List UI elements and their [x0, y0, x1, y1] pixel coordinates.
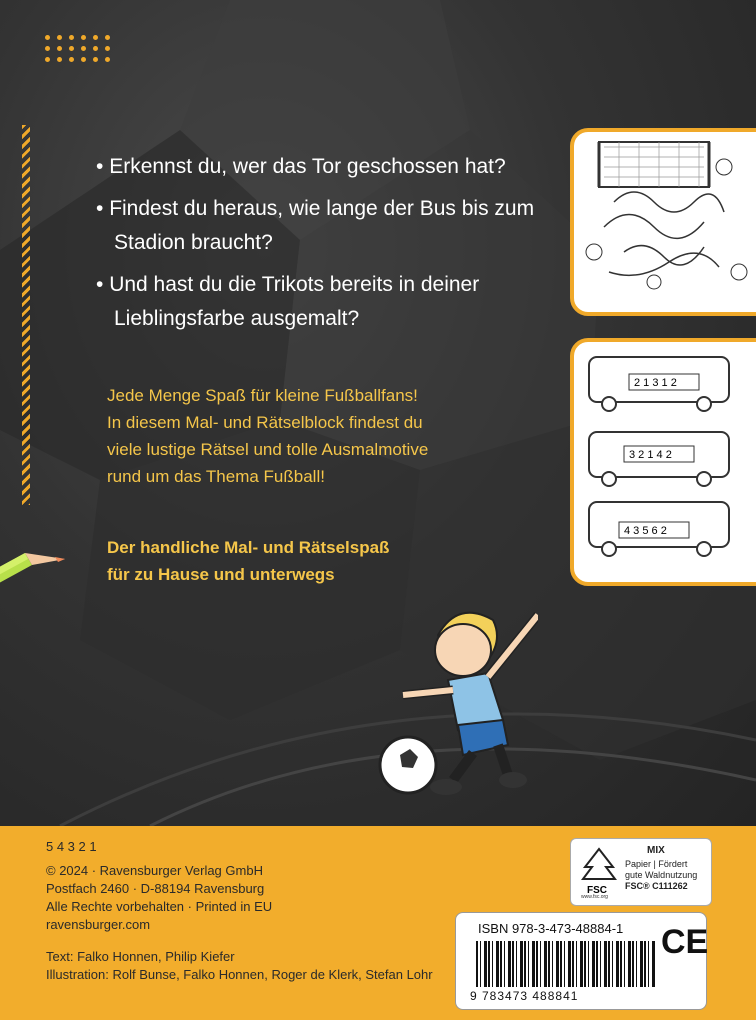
imprint-line: Postfach 2460 · D-88194 Ravensburg — [46, 881, 265, 896]
intro-line: rund um das Thema Fußball! — [107, 467, 325, 486]
credit-line: Text: Falko Honnen, Philip Kiefer — [46, 949, 235, 964]
imprint-line: ravensburger.com — [46, 917, 151, 932]
question-item: • Erkennst du, wer das Tor geschossen hat? — [96, 155, 506, 178]
fsc-logo-text: FSC — [587, 885, 607, 895]
imprint-line: Alle Rechte vorbehalten · Printed in EU — [46, 899, 273, 914]
barcode-bars — [476, 941, 656, 987]
publisher-info — [46, 862, 272, 934]
bus-puzzle-preview — [570, 338, 756, 586]
tagline-line: Der handliche Mal- und Rätselspaß — [107, 538, 390, 557]
fsc-mix: MIX — [647, 845, 665, 856]
intro-text — [107, 382, 527, 490]
bus-number-2: 3 2 1 4 2 — [629, 449, 672, 461]
barcode-digits: 9 783473 488841 — [470, 989, 579, 1003]
football-boy-illustration — [378, 595, 538, 805]
fsc-text: Papier | Fördert gute Waldnutzung FSC® C111262 — [625, 859, 698, 891]
isbn-label: ISBN 978-3-473-48884-1 — [478, 921, 624, 936]
decorative-dots — [45, 35, 111, 62]
credit-line: Illustration: Rolf Bunse, Falko Honnen, Roger de Klerk, Stefan Lohr — [46, 967, 433, 982]
tagline — [107, 534, 527, 588]
bus-number-3: 4 3 5 6 2 — [624, 525, 667, 537]
goal-maze-drawing — [574, 132, 756, 302]
intro-line: In diesem Mal- und Rätselblock findest du — [107, 413, 423, 432]
bus-number-1: 2 1 3 1 2 — [634, 377, 677, 389]
intro-line: Jede Menge Spaß für kleine Fußballfans! — [107, 386, 418, 405]
intro-line: viele lustige Rätsel und tolle Ausmalmotive — [107, 440, 429, 459]
question-item: • Und hast du die Trikots bereits in deiner Lieblingsfarbe ausgemalt? — [96, 273, 480, 330]
tagline-line: für zu Hause und unterwegs — [107, 565, 335, 584]
credits — [46, 948, 433, 984]
fsc-label — [570, 838, 712, 906]
question-list — [96, 150, 546, 344]
decorative-stripes — [22, 125, 30, 505]
imprint-line: © 2024 · Ravensburger Verlag GmbH — [46, 863, 263, 878]
bus-drawing — [574, 342, 756, 577]
isbn-barcode-box — [455, 912, 707, 1010]
question-item: • Findest du heraus, wie lange der Bus bis zum Stadion braucht? — [96, 197, 535, 254]
ce-mark: CE — [661, 923, 709, 961]
edition-numbers: 5 4 3 2 1 — [46, 839, 97, 854]
pencil-illustration — [0, 545, 80, 605]
maze-puzzle-preview — [570, 128, 756, 316]
fsc-url: www.fsc.org — [581, 894, 608, 900]
fsc-tree-icon — [579, 845, 619, 895]
